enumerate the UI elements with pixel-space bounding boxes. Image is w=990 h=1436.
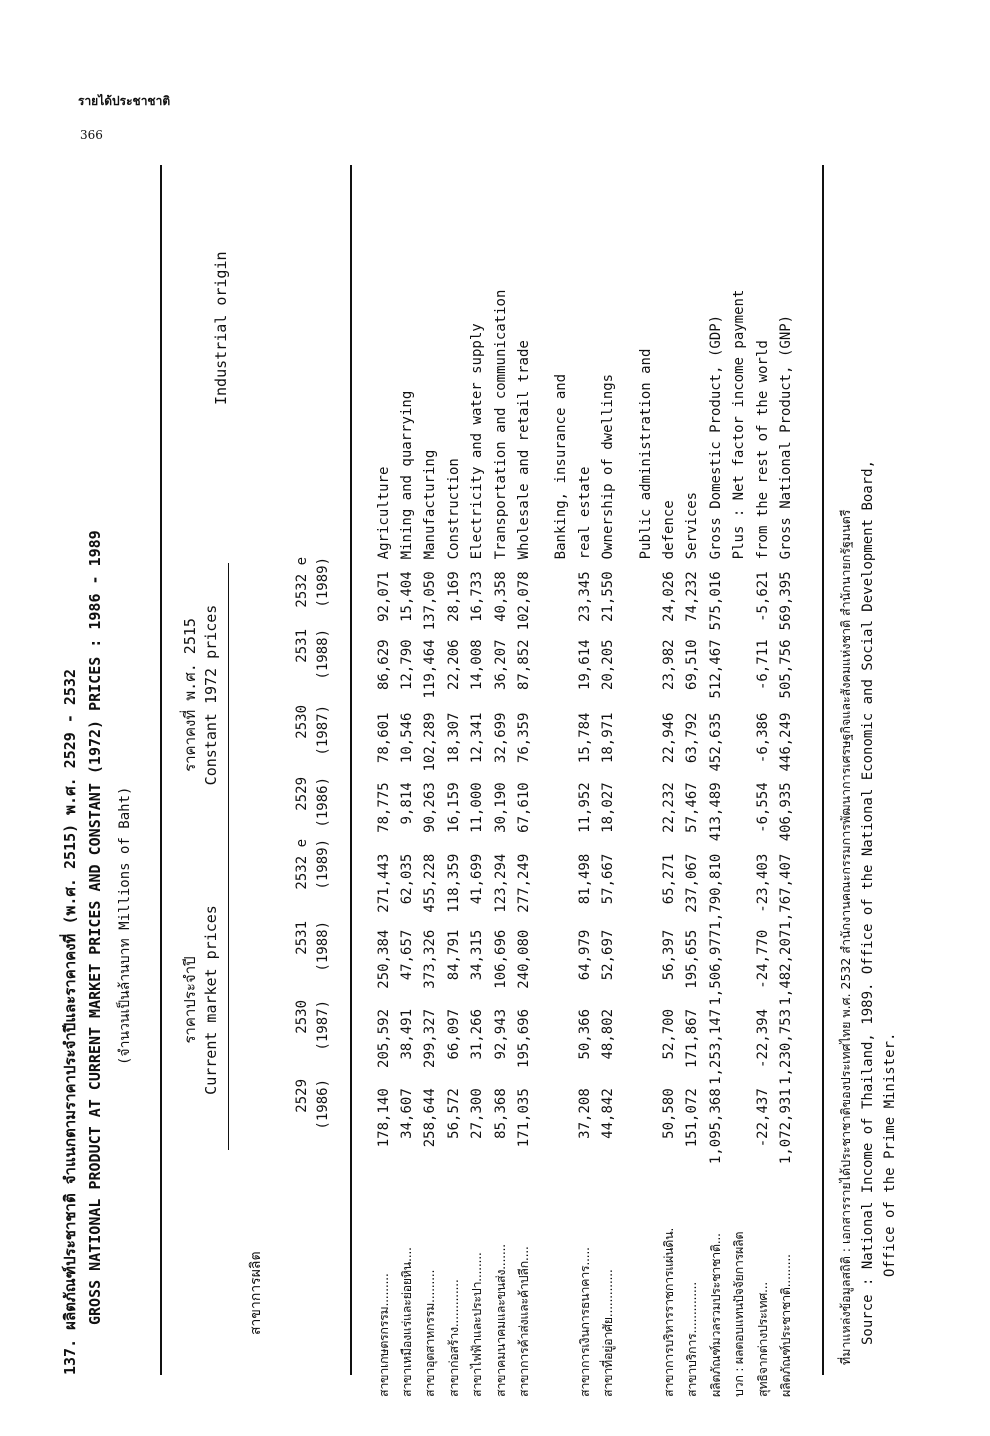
value-cell: 1,482,207 xyxy=(777,929,794,1006)
value-cell: 28,169 xyxy=(445,571,462,622)
value-cell: 20,205 xyxy=(600,639,617,691)
group-current-rule xyxy=(228,815,229,1150)
value-cell: 118,359 xyxy=(445,853,462,913)
group-current-english: Current market prices xyxy=(202,905,220,1095)
value-cell: 569,395 xyxy=(777,571,794,631)
value-cell: 52,697 xyxy=(600,929,617,981)
column-header-english: Industrial origin xyxy=(212,251,230,405)
value-cell: 34,607 xyxy=(399,1088,416,1139)
value-cell: 171,867 xyxy=(684,1008,701,1068)
value-cell xyxy=(727,1088,750,1169)
value-cell: 50,366 xyxy=(576,1008,593,1060)
table-row xyxy=(774,165,797,1397)
value-cell: -6,554 xyxy=(754,782,771,833)
value-cell: -23,403 xyxy=(754,853,771,913)
year-header: 2530 (1987) xyxy=(294,1000,331,1051)
row-label-english: Wholesale and retail trade xyxy=(516,340,533,560)
value-cell: 12,341 xyxy=(469,712,486,764)
value-cell: 32,699 xyxy=(492,712,509,764)
value-cell: 92,071 xyxy=(375,571,392,622)
value-cell: 50,580 xyxy=(660,1088,677,1139)
row-label-english: Gross Domestic Product, (GDP) xyxy=(707,314,724,560)
row-label-thai: สาขาคมนาคมและขนส่ง....... xyxy=(492,1244,508,1397)
bottom-rule xyxy=(822,165,824,1375)
page-number: 366 xyxy=(80,128,103,142)
value-cell: 1,230,753 xyxy=(777,1008,794,1085)
group-constant-english: Constant 1972 prices xyxy=(202,604,220,786)
year-header: 2532 e (1989) xyxy=(294,557,331,608)
value-cell: 23,982 xyxy=(660,639,677,691)
value-cell: 66,097 xyxy=(445,1008,462,1060)
group-constant-rule xyxy=(228,563,229,845)
row-label-thai: สาขาก่อสร้าง............. xyxy=(445,1279,461,1397)
value-cell: 12,790 xyxy=(399,639,416,691)
value-cell: 455,228 xyxy=(422,853,439,913)
value-cell: -22,437 xyxy=(754,1088,771,1148)
value-cell: 9,814 xyxy=(399,782,416,825)
value-cell: 205,592 xyxy=(375,1008,392,1068)
value-cell: 1,790,810 xyxy=(707,853,724,930)
value-cell: 16,733 xyxy=(469,571,486,622)
column-header-thai: สาขาการผลิต xyxy=(248,1251,264,1335)
value-cell: 36,207 xyxy=(492,639,509,691)
value-cell xyxy=(727,854,750,930)
value-cell: 10,546 xyxy=(399,712,416,764)
row-label-thai: สาขาอุตสาหกรรม......... xyxy=(422,1269,438,1397)
value-cell: 195,696 xyxy=(516,1008,533,1068)
value-cell: 69,510 xyxy=(684,639,701,691)
value-cell: 21,550 xyxy=(600,571,617,622)
row-label-thai: สาขาเหมืองแร่และย่อยหิน.... xyxy=(399,1247,415,1397)
value-cell xyxy=(727,713,750,783)
running-header: รายได้ประชาชาติ xyxy=(78,94,171,108)
value-cell: 446,249 xyxy=(777,712,794,772)
table-row xyxy=(372,165,395,1397)
value-cell: 81,498 xyxy=(576,853,593,905)
value-cell: 27,300 xyxy=(469,1088,486,1139)
table-title-thai: 137. ผลิตภัณฑ์ประชาชาติ จำแนกตามราคาประจำปีและราคาคงที่ (พ.ศ. 2515) พ.ศ. 2529 - 2532 xyxy=(61,668,79,1375)
value-cell: 1,095,368 xyxy=(707,1088,724,1165)
value-cell: 413,489 xyxy=(707,782,724,842)
value-cell xyxy=(550,930,573,1009)
row-label-english: real estate xyxy=(576,466,593,560)
value-cell: 1,767,407 xyxy=(777,853,794,930)
row-label-english: Ownership of dwellings xyxy=(600,373,617,560)
value-cell: 240,080 xyxy=(516,929,533,989)
value-cell: -5,621 xyxy=(754,571,771,622)
value-cell: 151,072 xyxy=(684,1088,701,1148)
row-label-english: Mining and quarrying xyxy=(399,390,416,560)
value-cell: 1,253,147 xyxy=(707,1008,724,1085)
value-cell xyxy=(634,1009,657,1088)
value-cell: 102,289 xyxy=(422,712,439,772)
row-label-english: Banking, insurance and xyxy=(553,373,570,560)
value-cell xyxy=(634,854,657,930)
value-cell: 57,467 xyxy=(684,782,701,833)
value-cell xyxy=(634,930,657,1009)
value-cell: 19,614 xyxy=(576,639,593,691)
value-cell: 373,326 xyxy=(422,929,439,989)
value-cell xyxy=(550,1088,573,1169)
value-cell: 40,358 xyxy=(492,571,509,622)
value-cell: 67,610 xyxy=(516,782,533,833)
value-cell: 37,208 xyxy=(576,1088,593,1139)
row-label-thai: สาขาบริการ.............. xyxy=(684,1282,700,1397)
row-label-english: Manufacturing xyxy=(422,449,439,560)
row-label-english: Agriculture xyxy=(375,466,392,560)
value-cell: 85,368 xyxy=(492,1088,509,1139)
value-cell: 90,263 xyxy=(422,782,439,833)
year-header: 2531 (1988) xyxy=(294,921,331,972)
year-header: 2532 e (1989) xyxy=(294,839,331,890)
value-cell: 56,397 xyxy=(660,929,677,981)
value-cell: 52,700 xyxy=(660,1008,677,1060)
value-cell: 15,404 xyxy=(399,571,416,622)
row-label-english: Electricity and water supply xyxy=(469,323,486,560)
value-cell xyxy=(550,854,573,930)
value-cell: 86,629 xyxy=(375,639,392,691)
value-cell: 44,842 xyxy=(600,1088,617,1139)
year-header: 2529 (1986) xyxy=(294,777,331,828)
value-cell: 38,491 xyxy=(399,1008,416,1060)
value-cell xyxy=(634,1088,657,1169)
row-label-thai xyxy=(634,1169,657,1397)
value-cell: 15,784 xyxy=(576,712,593,764)
value-cell: 22,946 xyxy=(660,712,677,764)
value-cell: 178,140 xyxy=(375,1088,392,1148)
value-cell: 64,979 xyxy=(576,929,593,981)
value-cell xyxy=(727,639,750,712)
value-cell xyxy=(550,713,573,783)
table-row xyxy=(727,165,750,1397)
table-row xyxy=(512,165,535,1397)
value-cell: 18,971 xyxy=(600,712,617,764)
value-cell: 41,699 xyxy=(469,853,486,905)
value-cell: 23,345 xyxy=(576,571,593,622)
value-cell: 22,232 xyxy=(660,782,677,833)
value-cell: 22,206 xyxy=(445,639,462,691)
row-label-english: Public administration and xyxy=(637,348,654,560)
value-cell xyxy=(634,571,657,639)
value-cell: 84,791 xyxy=(445,929,462,981)
value-cell: 237,067 xyxy=(684,853,701,913)
value-cell: 63,792 xyxy=(684,712,701,764)
value-cell xyxy=(634,713,657,783)
value-cell: 87,852 xyxy=(516,639,533,691)
year-header: 2529 (1986) xyxy=(294,1079,331,1130)
row-label-thai: ผลิตภัณฑ์ประชาชาติ......... xyxy=(777,1254,793,1397)
value-cell: 24,026 xyxy=(660,571,677,622)
value-cell xyxy=(727,930,750,1009)
table-row xyxy=(657,165,680,1397)
value-cell: 119,464 xyxy=(422,639,439,699)
group-current-thai: ราคาประจำปี xyxy=(181,956,199,1044)
value-cell: 106,696 xyxy=(492,929,509,989)
row-label-english: defence xyxy=(660,500,677,560)
value-cell: 30,190 xyxy=(492,782,509,833)
source-english-line-2: Office of the Prime Minister. xyxy=(882,1032,898,1277)
spacer-cell xyxy=(536,165,550,1397)
value-cell: 48,802 xyxy=(600,1008,617,1060)
value-cell: 299,327 xyxy=(422,1008,439,1068)
value-cell: 18,307 xyxy=(445,712,462,764)
value-cell: 18,027 xyxy=(600,782,617,833)
value-cell: 258,644 xyxy=(422,1088,439,1148)
row-label-english: Plus : Net factor income payment xyxy=(731,289,748,560)
table-row xyxy=(442,165,465,1397)
value-cell: 14,008 xyxy=(469,639,486,691)
value-cell xyxy=(550,571,573,639)
spacer-cell xyxy=(620,165,634,1397)
table-row xyxy=(489,165,512,1397)
value-cell xyxy=(550,1009,573,1088)
row-label-english: from the rest of the world xyxy=(754,340,771,560)
value-cell: -24,770 xyxy=(754,929,771,989)
value-cell xyxy=(550,639,573,712)
value-cell: -6,711 xyxy=(754,639,771,691)
value-cell: 102,078 xyxy=(516,571,533,631)
table-row xyxy=(550,165,573,1397)
value-cell: 195,655 xyxy=(684,929,701,989)
value-cell: 505,756 xyxy=(777,639,794,699)
value-cell: 31,266 xyxy=(469,1008,486,1060)
year-header: 2530 (1987) xyxy=(294,705,331,756)
value-cell xyxy=(727,782,750,853)
value-cell: 34,315 xyxy=(469,929,486,981)
value-cell: 16,159 xyxy=(445,782,462,833)
rotated-table-page xyxy=(30,165,898,1405)
value-cell: 452,635 xyxy=(707,712,724,772)
value-cell xyxy=(550,782,573,853)
row-label-thai xyxy=(550,1169,573,1397)
value-cell: 575,016 xyxy=(707,571,724,631)
value-cell: 62,035 xyxy=(399,853,416,905)
data-table xyxy=(372,165,798,1397)
value-cell: -6,386 xyxy=(754,712,771,764)
value-cell: 74,232 xyxy=(684,571,701,622)
value-cell: 76,359 xyxy=(516,712,533,764)
spacer-row xyxy=(620,165,634,1397)
row-label-thai: บวก : ผลตอบแทนปัจจัยการผลิต xyxy=(731,1231,747,1397)
table-title-english: GROSS NATIONAL PRODUCT AT CURRENT MARKET PRICES AND CONSTANT (1972) PRICES : 1986 - 1989 xyxy=(86,530,104,1325)
row-label-thai: สาขาการเงินการธนาคาร..... xyxy=(576,1247,592,1397)
table-row xyxy=(573,165,596,1397)
row-label-thai: สาขาไฟฟ้าและประปา........ xyxy=(469,1252,485,1397)
value-cell: 271,443 xyxy=(375,853,392,913)
row-label-thai: สาขาเกษตรกรรม......... xyxy=(375,1273,391,1397)
row-label-english: Gross National Product, (GNP) xyxy=(777,314,794,560)
row-label-thai: สุทธิจากต่างประเทศ... xyxy=(754,1282,770,1397)
value-cell: 1,072,931 xyxy=(777,1088,794,1165)
value-cell: 250,384 xyxy=(375,929,392,989)
value-cell: 11,952 xyxy=(576,782,593,833)
unit-note: (จำนวนเป็นล้านบาท Millions of Baht) xyxy=(117,786,133,1065)
row-label-english: Transportation and communication xyxy=(492,289,509,560)
value-cell: 11,000 xyxy=(469,782,486,833)
group-constant-thai: ราคาคงที่ พ.ศ. 2515 xyxy=(181,618,199,772)
value-cell: 57,667 xyxy=(600,853,617,905)
row-label-thai: สาขาการค้าส่งและค้าปลีก.... xyxy=(516,1246,532,1397)
source-thai: ที่มาแหล่งข้อมูลสถิติ : เอกสารรายได้ประชาชาติของประเทศไทย พ.ศ. 2532 สำนักงานคณะกรรมการพัฒนาการเศรษฐกิจและสังคมแห่งชาติ สำนักนายกรัฐมนตรี xyxy=(838,509,853,1365)
header-rule xyxy=(350,165,352,1375)
value-cell: -22,394 xyxy=(754,1008,771,1068)
source-english-line-1: Source : National Income of Thailand, 1989. Office of the National Economic and Social Development Board, xyxy=(860,459,876,1345)
value-cell: 65,271 xyxy=(660,853,677,905)
value-cell: 78,601 xyxy=(375,712,392,764)
table-row xyxy=(419,165,442,1397)
value-cell: 123,294 xyxy=(492,853,509,913)
table-row xyxy=(597,165,620,1397)
value-cell: 406,935 xyxy=(777,782,794,842)
row-label-english: Services xyxy=(684,491,701,560)
value-cell: 1,506,977 xyxy=(707,929,724,1006)
row-label-thai: สาขาการบริหารราชการแผ่นดิน. xyxy=(660,1227,676,1397)
value-cell: 78,775 xyxy=(375,782,392,833)
value-cell: 137,050 xyxy=(422,571,439,631)
table-row xyxy=(751,165,774,1397)
spacer-row xyxy=(536,165,550,1397)
table-row xyxy=(466,165,489,1397)
value-cell xyxy=(634,782,657,853)
row-label-thai: สาขาที่อยู่อาศัย............. xyxy=(600,1269,616,1397)
year-header: 2531 (1988) xyxy=(294,629,331,680)
value-cell: 56,572 xyxy=(445,1088,462,1139)
value-cell xyxy=(634,639,657,712)
value-cell xyxy=(727,571,750,639)
value-cell: 171,035 xyxy=(516,1088,533,1148)
table-row xyxy=(634,165,657,1397)
top-rule xyxy=(160,165,162,1375)
table-row xyxy=(395,165,418,1397)
value-cell: 277,249 xyxy=(516,853,533,913)
value-cell xyxy=(727,1009,750,1088)
value-cell: 512,467 xyxy=(707,639,724,699)
table-row xyxy=(704,165,727,1397)
row-label-thai: ผลิตภัณฑ์มวลรวมประชาชาติ... xyxy=(707,1233,723,1397)
value-cell: 92,943 xyxy=(492,1008,509,1060)
table-row xyxy=(681,165,704,1397)
row-label-english: Construction xyxy=(445,458,462,560)
value-cell: 47,657 xyxy=(399,929,416,981)
